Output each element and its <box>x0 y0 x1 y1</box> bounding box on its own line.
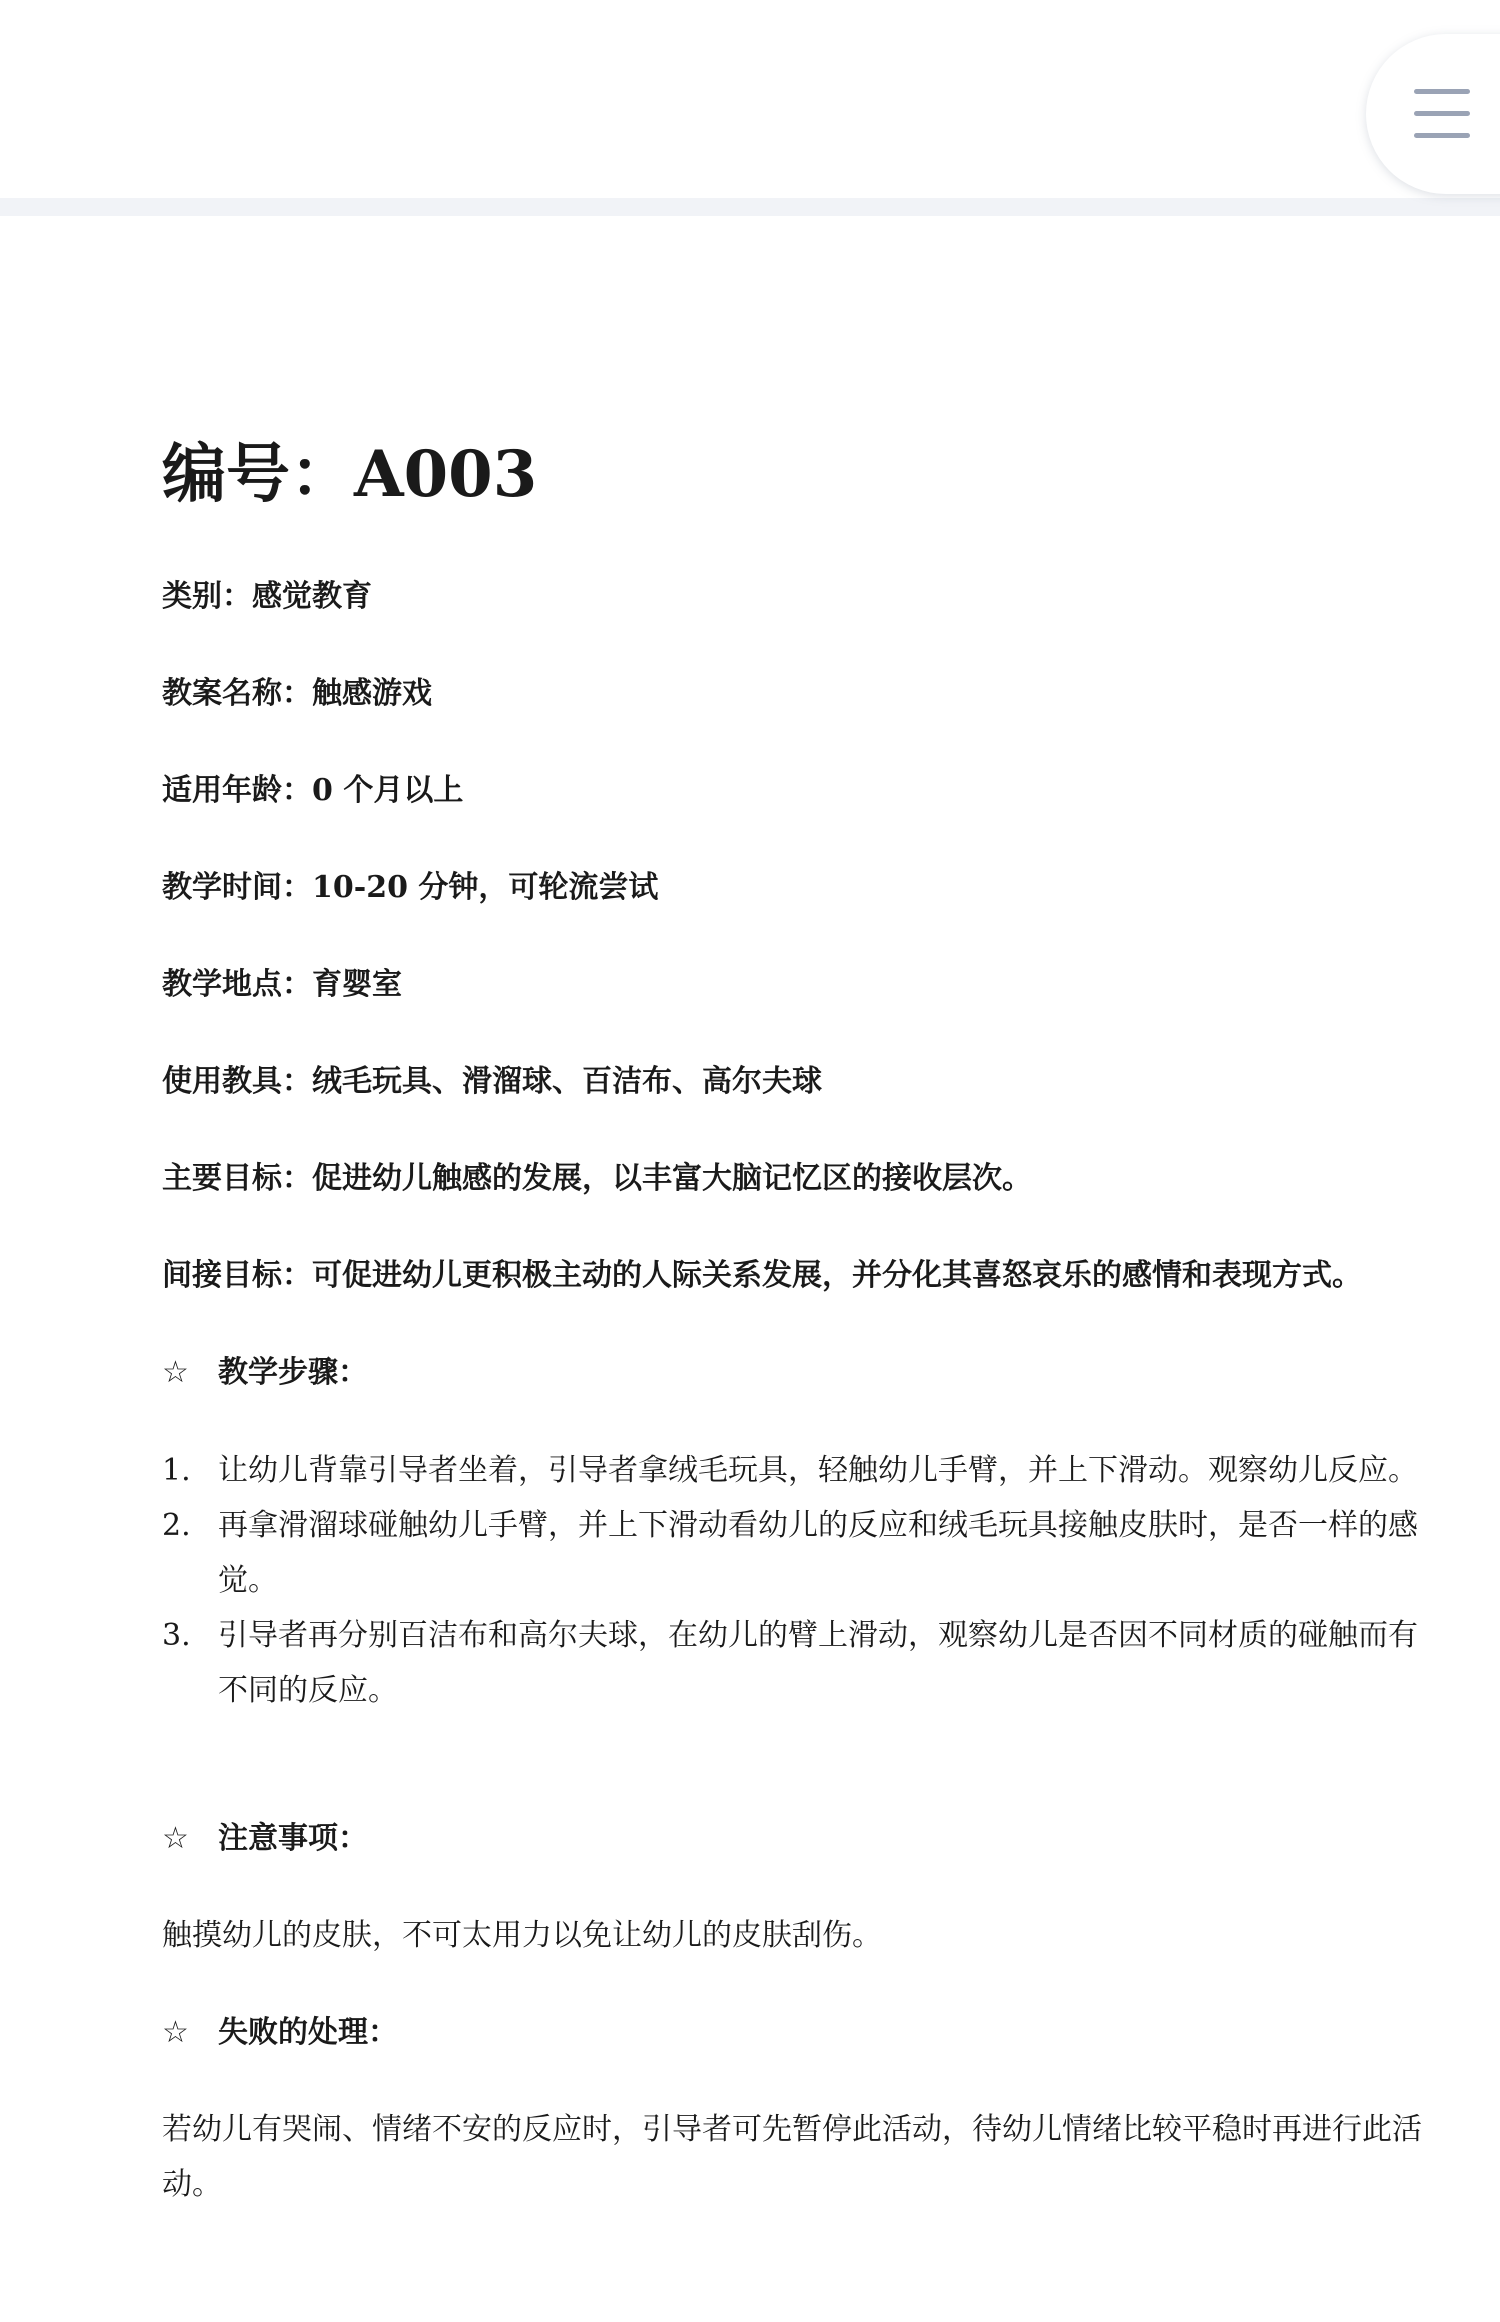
notes-heading <box>162 1819 368 1859</box>
field-category: 类别：感觉教育 <box>162 579 372 614</box>
document-content <box>162 430 1432 2202</box>
failure-heading <box>162 2013 398 2053</box>
top-bar-divider <box>0 198 1500 216</box>
field-lesson-name: 教案名称：触感游戏 <box>162 676 432 711</box>
field-indirect-goal: 间接目标：可促进幼儿更积极主动的人际关系发展，并分化其喜怒哀乐的感情和表现方式。 <box>162 1258 1362 1293</box>
list-item <box>162 1443 1432 1498</box>
failure-heading-label: 失败的处理： <box>218 2015 398 2050</box>
step-number: 3. <box>162 1618 191 1653</box>
page-title: 编号：A003 <box>162 437 538 512</box>
step-number: 1. <box>162 1453 191 1488</box>
step-text: 引导者再分别百洁布和高尔夫球，在幼儿的臂上滑动，观察幼儿是否因不同材质的碰触而有不同的反应。 <box>218 1618 1418 1708</box>
list-item <box>162 1498 1432 1608</box>
star-icon: ☆ <box>162 1355 189 1390</box>
steps-heading <box>162 1353 368 1393</box>
field-age: 适用年龄：0 个月以上 <box>162 773 464 808</box>
list-item <box>162 1608 1432 1718</box>
failure-text: 若幼儿有哭闹、情绪不安的反应时，引导者可先暂停此活动，待幼儿情绪比较平稳时再进行此活动。 <box>162 2112 1422 2202</box>
field-location: 教学地点：育婴室 <box>162 967 402 1002</box>
step-text: 让幼儿背靠引导者坐着，引导者拿绒毛玩具，轻触幼儿手臂，并上下滑动。观察幼儿反应。 <box>218 1453 1418 1488</box>
hamburger-menu-icon-bar <box>1414 111 1470 116</box>
top-bar <box>0 0 1500 200</box>
step-text: 再拿滑溜球碰触幼儿手臂，并上下滑动看幼儿的反应和绒毛玩具接触皮肤时，是否一样的感觉。 <box>218 1508 1418 1598</box>
field-materials: 使用教具：绒毛玩具、滑溜球、百洁布、高尔夫球 <box>162 1064 822 1099</box>
star-icon: ☆ <box>162 2015 189 2050</box>
hamburger-menu-icon-bar <box>1414 133 1470 138</box>
star-icon: ☆ <box>162 1821 189 1856</box>
notes-heading-label: 注意事项： <box>218 1821 368 1856</box>
notes-text: 触摸幼儿的皮肤，不可太用力以免让幼儿的皮肤刮伤。 <box>162 1918 882 1953</box>
field-duration: 教学时间：10-20 分钟，可轮流尝试 <box>162 870 659 905</box>
hamburger-menu-icon <box>1414 89 1470 94</box>
step-number: 2. <box>162 1508 191 1543</box>
steps-heading-label: 教学步骤： <box>218 1355 368 1390</box>
field-main-goal: 主要目标：促进幼儿触感的发展，以丰富大脑记忆区的接收层次。 <box>162 1161 1032 1196</box>
steps-list <box>162 1443 1432 1718</box>
